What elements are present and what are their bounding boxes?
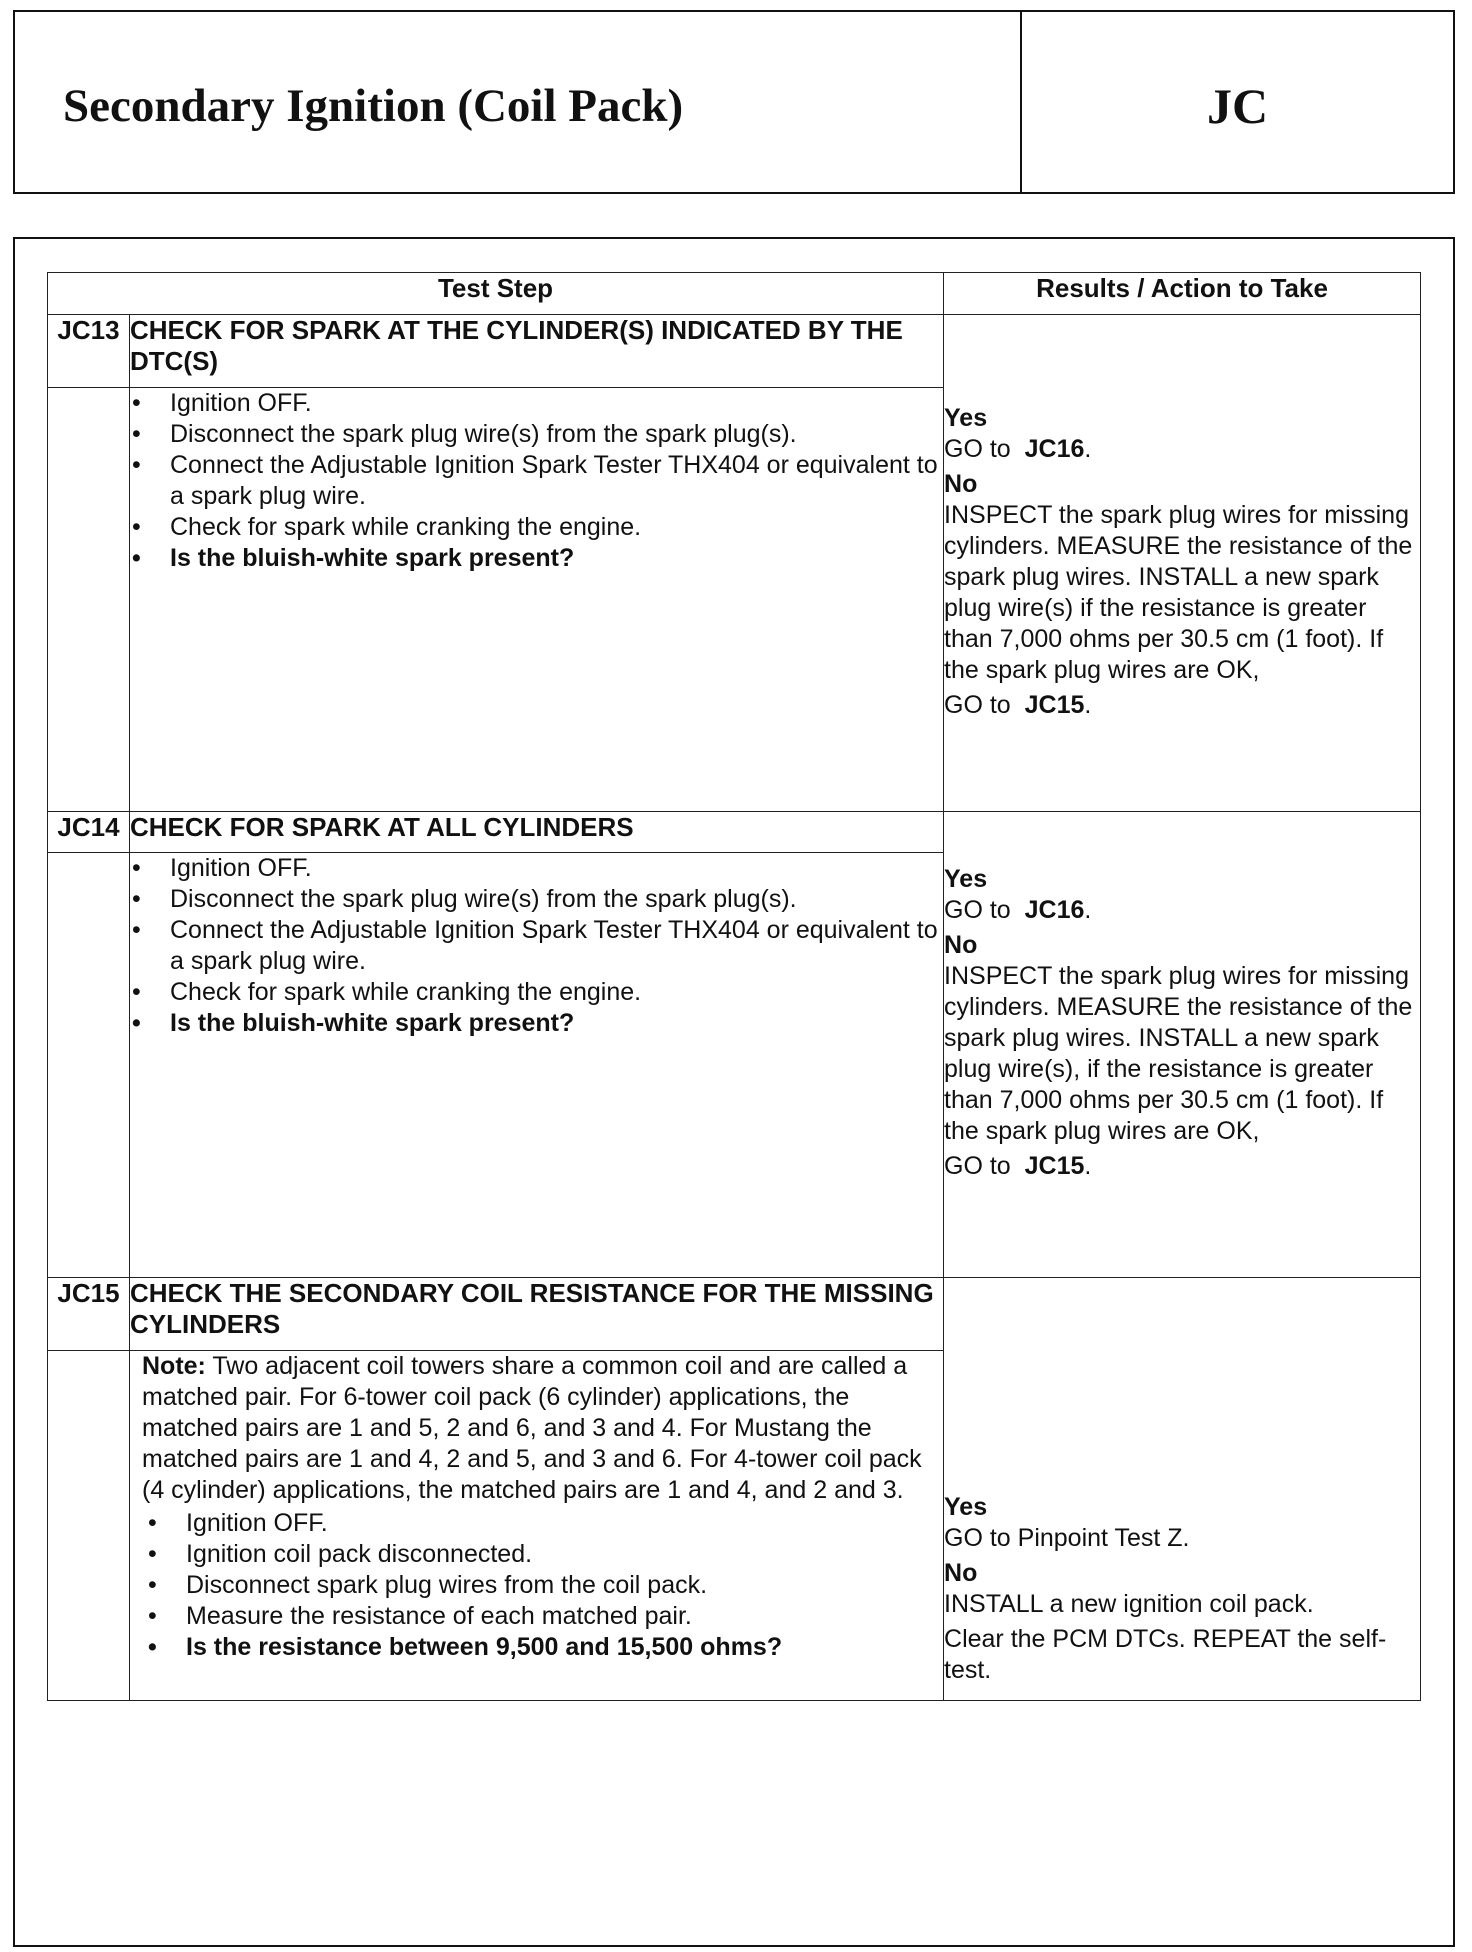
step-title: CHECK FOR SPARK AT THE CYLINDER(S) INDICATED BY THE DTC(S)	[130, 315, 944, 388]
step-question: • Is the bluish-white spark present?	[130, 543, 943, 574]
list-item: • Check for spark while cranking the engine.	[130, 977, 943, 1008]
step-jc15-title-row	[48, 1278, 1421, 1351]
step-instructions	[146, 1508, 943, 1663]
step-id: JC13	[48, 315, 130, 388]
no-text: INSTALL a new ignition coil pack.	[944, 1590, 1314, 1618]
step-body	[130, 1351, 944, 1701]
yes-action: GO to JC16.	[944, 896, 1092, 924]
list-item: • Disconnect the spark plug wire(s) from the spark plug(s).	[130, 884, 943, 915]
step-jc15-results	[944, 1278, 1421, 1701]
section-code: JC	[1206, 78, 1269, 134]
step-jc14-results	[944, 812, 1421, 1278]
no-action-ref: JC15	[1024, 691, 1085, 719]
list-item: • Measure the resistance of each matched pair.	[146, 1601, 943, 1632]
no-label: No	[944, 470, 978, 498]
step-body	[130, 853, 944, 1278]
no-label: No	[944, 1559, 978, 1587]
step-id-spacer	[48, 388, 130, 812]
step-jc13-results	[944, 315, 1421, 812]
test-step-table	[47, 272, 1421, 1701]
yes-text: GO to Pinpoint Test Z.	[944, 1524, 1190, 1552]
no-action-ref: JC15	[1024, 1152, 1085, 1180]
step-id: JC15	[48, 1278, 130, 1351]
list-item: • Ignition OFF.	[146, 1508, 943, 1539]
list-item: • Connect the Adjustable Ignition Spark Tester THX404 or equivalent to a spark plug wire.	[130, 915, 943, 977]
yes-label: Yes	[944, 404, 988, 432]
no-action: GO to JC15.	[944, 1152, 1092, 1180]
yes-ref: JC16	[1024, 896, 1085, 924]
list-item: • Check for spark while cranking the engine.	[130, 512, 943, 543]
list-item: • Connect the Adjustable Ignition Spark Tester THX404 or equivalent to a spark plug wire.	[130, 450, 943, 512]
step-question: • Is the bluish-white spark present?	[130, 1008, 943, 1039]
step-instructions	[130, 853, 943, 1039]
no-text: INSPECT the spark plug wires for missing cylinders. MEASURE the resistance of the spark plug wires. INSTALL a new spark plug wire(s), if the resistance is greater than 7,000 ohms per 30.5 cm (1 foot). If the spark plug wires are OK,	[944, 962, 1413, 1145]
list-item: • Disconnect the spark plug wire(s) from the spark plug(s).	[130, 419, 943, 450]
step-title: CHECK THE SECONDARY COIL RESISTANCE FOR THE MISSING CYLINDERS	[130, 1278, 944, 1351]
no-label: No	[944, 931, 978, 959]
step-jc14-title-row	[48, 812, 1421, 853]
yes-text: GO to	[944, 435, 1011, 463]
step-jc13-title-row	[48, 315, 1421, 388]
list-item: • Ignition coil pack disconnected.	[146, 1539, 943, 1570]
step-title: CHECK FOR SPARK AT ALL CYLINDERS	[130, 812, 944, 853]
step-id-spacer	[48, 853, 130, 1278]
no-action-text: Clear the PCM DTCs. REPEAT the self-test.	[944, 1625, 1387, 1684]
step-note	[142, 1351, 943, 1506]
step-question: • Is the resistance between 9,500 and 15,500 ohms?	[146, 1632, 943, 1663]
note-label: Note:	[142, 1352, 206, 1380]
yes-label: Yes	[944, 865, 988, 893]
list-item: • Disconnect spark plug wires from the coil pack.	[146, 1570, 943, 1601]
table-header-row	[48, 273, 1421, 315]
step-id-spacer	[48, 1351, 130, 1701]
page-header	[13, 10, 1455, 194]
list-item: • Ignition OFF.	[130, 388, 943, 419]
no-text: INSPECT the spark plug wires for missing cylinders. MEASURE the resistance of the spark plug wires. INSTALL a new spark plug wire(s) if the resistance is greater than 7,000 ohms per 30.5 cm (1 foot). If the spark plug wires are OK,	[944, 501, 1413, 684]
step-body	[130, 388, 944, 812]
step-instructions	[130, 388, 943, 574]
yes-label: Yes	[944, 1493, 988, 1521]
no-action: GO to JC15.	[944, 691, 1092, 719]
page-title: Secondary Ignition (Coil Pack)	[63, 80, 684, 132]
yes-text: GO to	[944, 896, 1011, 924]
no-action-text: GO to	[944, 1152, 1011, 1180]
yes-ref: JC16	[1024, 435, 1085, 463]
yes-action: GO to JC16.	[944, 435, 1092, 463]
step-id: JC14	[48, 812, 130, 853]
col-header-test-step: Test Step	[48, 273, 944, 315]
note-text: Two adjacent coil towers share a common coil and are called a matched pair. For 6-tower coil pack (6 cylinder) applications, the matched pairs are 1 and 5, 2 and 6, and 3 and 4. For Mustang the matched pairs are 1 and 4, 2 and 5, and 3 and 6. For 4-tower coil pack (4 cylinder) applications, the matched pairs are 1 and 4, and 2 and 3.	[142, 1352, 922, 1504]
col-header-results: Results / Action to Take	[944, 273, 1421, 315]
list-item: • Ignition OFF.	[130, 853, 943, 884]
no-action-text: GO to	[944, 691, 1011, 719]
